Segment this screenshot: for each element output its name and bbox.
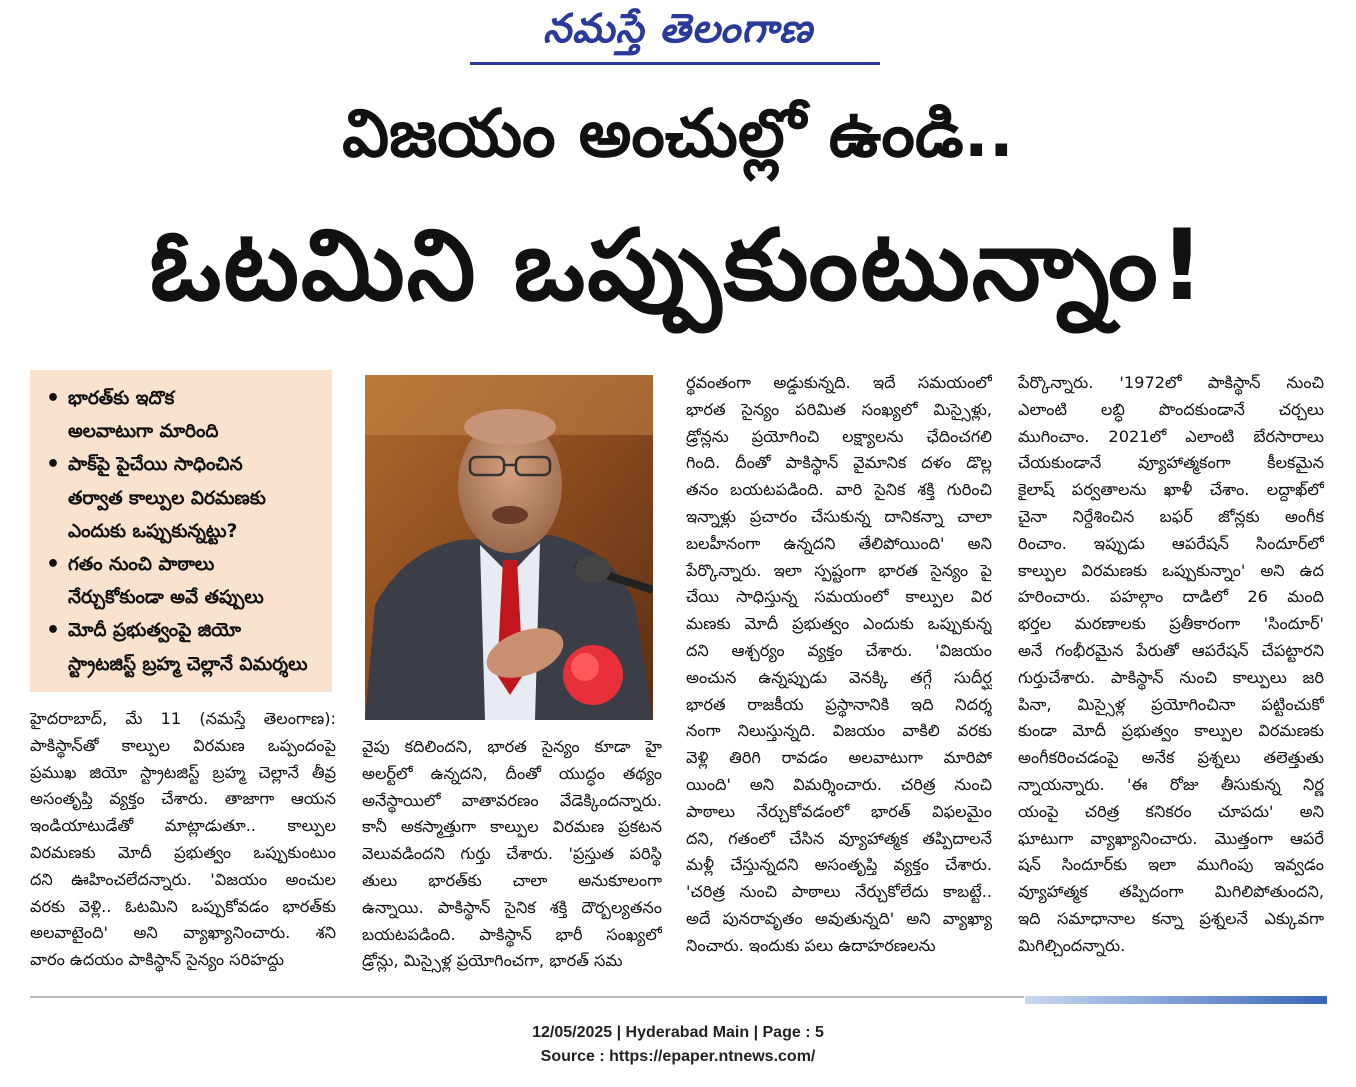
highlight-line: భారత్‌కు ఇదొక • — [68, 382, 356, 415]
article-line: మళ్లీ చేస్తున్నదని అసంతృప్తి వ్యక్తం చేశారు. — [686, 855, 992, 875]
article-line: కానీ అకస్మాత్తుగా కాల్పుల విరమణ ప్రకటన — [362, 817, 662, 837]
article-column-4 — [1018, 370, 1324, 960]
article-line: భర్తల మరణాలకు ప్రతీకారంగా 'సిందూర్' — [1018, 614, 1324, 634]
article-line: చేయకుండానే వ్యూహాత్మకంగా కీలకమైన — [1018, 453, 1324, 473]
person-photo — [365, 375, 653, 720]
page-divider — [30, 996, 1024, 998]
article-line: దని, గతంలో చేసిన వ్యూహాత్మక తప్పిదాలనే — [686, 828, 992, 848]
article-column-3 — [686, 370, 992, 960]
article-line: భారత సైన్యం పరిమిత సంఖ్యలో మిస్సైళ్లు, — [686, 399, 992, 419]
bullet-icon: • — [46, 618, 61, 644]
article-line: ర్థవంతంగా అడ్డుకున్నది. ఇదే సమయంలో — [686, 373, 992, 392]
article-line: ఇండియాటుడేతో మాట్లాడుతూ.. కాల్పుల — [30, 816, 336, 836]
article-line: వైపు కదిలిందని, భారత సైన్యం కూడా హై — [362, 737, 662, 756]
article-line: గుర్తుచేశారు. పాకిస్థాన్ నుంచి కాల్పులు జరి — [1018, 667, 1324, 687]
article-line: వ్యూహాత్మక తప్పిదంగా మిగిలిపోతుందని, — [1018, 882, 1324, 902]
article-line: న్నాయన్నారు. 'ఈ రోజు తీసుకున్న నిర్ణ — [1018, 774, 1324, 794]
article-line: అనే గంభీరమైన పేరుతో ఆపరేషన్ చేపట్టారని — [1018, 640, 1324, 660]
article-line: ముగించాం. 2021లో ఎలాంటి బేరసారాలు — [1018, 426, 1324, 446]
page-divider-accent — [1025, 996, 1327, 1004]
article-line: పినా, మిస్సైళ్ల ప్రయోగించినా పట్టించుకో — [1018, 694, 1324, 714]
article-line: కైలాష్ పర్వతాలను ఖాళీ చేశాం. లద్దాఖ్‌లో — [1018, 480, 1324, 500]
highlight-line: మోదీ ప్రభుత్వంపై జియో • — [68, 614, 356, 647]
article-line: కాల్పుల విరమణకు ఒప్పుకున్నాం' అని ఉద — [1018, 560, 1324, 580]
article-line: బలహీనంగా ఉన్నదని తేలిపోయింది' అని — [686, 533, 992, 553]
article-line: పాఠాలు నేర్చుకోవడంలో భారత్ విఫలమైం — [686, 801, 992, 821]
article-line: ఇన్నాళ్లు ప్రచారం చేసుకున్న దానికన్నా చాలా — [686, 506, 992, 526]
article-line: వెళ్లి తిరిగి రావడం అలవాటుగా మారిపో — [686, 748, 992, 768]
article-line: భారత రాజకీయ ప్రస్థానానికి ఇది నిదర్శ — [686, 694, 992, 714]
article-line: పాకిస్థాన్‌తో కాల్పుల విరమణ ఒప్పందంపై — [30, 735, 336, 755]
article-line: చైనా నిర్దేశించిన బఫర్ జోన్లకు అంగీక — [1018, 506, 1324, 526]
highlight-line: ఎందుకు ఒప్పుకున్నట్టు? — [68, 520, 238, 542]
article-line: అదే పునరావృతం అవుతున్నది' అని వ్యాఖ్యా — [686, 908, 992, 928]
bullet-icon: • — [46, 452, 61, 478]
article-column-2 — [362, 734, 662, 975]
article-line: రించాం. ఇప్పుడు ఆపరేషన్ సిందూర్‌లో — [1018, 533, 1324, 553]
article-line: అంచున ఉన్నప్పుడు వెనక్కి తగ్గే సుదీర్ఘ — [686, 667, 992, 687]
article-line: డ్రోన్లు, మిస్సైళ్ల ప్రయోగించగా, భారత్ సమ — [362, 951, 623, 971]
article-line: డ్రోన్లను ప్రయోగించి లక్ష్యాలను ఛేదించగలి — [686, 426, 992, 446]
article-line: తనం బయటపడింది. వారి సైనిక శక్తి గురించి — [686, 480, 992, 500]
highlight-line: అలవాటుగా మారింది — [68, 421, 219, 443]
article-line: అలవాటైంది' అని వ్యాఖ్యానించారు. శని — [30, 923, 336, 943]
article-line: హైదరాబాద్, మే 11 (నమస్తే తెలంగాణ): — [30, 709, 336, 728]
footer-date-line: 12/05/2025 | Hyderabad Main | Page : 5 — [532, 1024, 824, 1041]
article-line: యింది' అని విమర్శించారు. చరిత్ర నుంచి — [686, 774, 992, 794]
highlight-line: గతం నుంచి పాఠాలు • — [68, 548, 356, 581]
article-line: దని ఆశ్చర్యం వ్యక్తం చేశారు. 'విజయం — [686, 640, 992, 660]
article-line: వెలువడిందని గుర్తు చేశారు. 'ప్రస్తుత పరిస్థి — [362, 844, 662, 864]
article-line: పేర్కొన్నారు. '1972లో పాకిస్థాన్ నుంచి — [1018, 373, 1324, 392]
article-line: అలర్ట్‌లో ఉన్నదని, దీంతో యుద్ధం తథ్యం — [362, 763, 662, 783]
article-line: ప్రముఖ జియో స్ట్రాటజిస్ట్ బ్రహ్మ చెల్లానే తీవ్ర — [30, 762, 336, 782]
article-line: దని ఊహించలేదన్నారు. 'విజయం అంచుల — [30, 869, 336, 889]
masthead-logo: నమస్తే తెలంగాణ — [542, 6, 814, 52]
speaker-image — [365, 375, 653, 720]
article-column-1 — [30, 706, 336, 974]
article-line: వరకు వెళ్లి.. ఓటమిని ఒప్పుకోవడం భారత్‌కు — [30, 896, 336, 916]
article-line: గింది. దీంతో పాకిస్థాన్ వైమానిక దళం డొల్ల — [686, 453, 992, 473]
article-line: వారం ఉదయం పాకిస్థాన్ సైన్యం సరిహద్దు — [30, 950, 284, 970]
article-line: మిగిల్చిందన్నారు. — [1018, 935, 1126, 955]
article-line: షన్ సిందూర్‌కు ఇలా ముగింపు ఇవ్వడం — [1018, 855, 1324, 875]
article-line: అసంతృప్తి వ్యక్తం చేశారు. తాజాగా ఆయన — [30, 789, 336, 809]
highlight-line: స్ట్రాటజిస్ట్ బ్రహ్మ చెల్లానే విమర్శలు — [68, 653, 308, 675]
highlight-line: పాక్‌పై పైచేయి సాధించిన • — [68, 448, 356, 481]
article-line: మణకు మోదీ ప్రభుత్వం ఎందుకు ఒప్పుకున్న — [686, 614, 992, 634]
article-line: పేర్కొన్నారు. ఇలా స్పష్టంగా భారత సైన్యం పై — [686, 560, 992, 580]
article-line: అనేస్థాయిలో వాతావరణం వేడెక్కిందన్నారు. — [362, 790, 662, 810]
article-line: అంగీకరించడంపై అనేక ప్రశ్నలు తలెత్తుతు — [1018, 748, 1324, 768]
masthead-underline — [470, 62, 880, 65]
article-line: ఇది సమాధానాల కన్నా ప్రశ్నలనే ఎక్కువగా — [1018, 908, 1324, 928]
article-line: ఘాటుగా వ్యాఖ్యానించారు. మొత్తంగా ఆపరే — [1018, 828, 1324, 848]
article-line: కుండా మోదీ ప్రభుత్వం కాల్పుల విరమణకు — [1018, 721, 1324, 741]
highlight-line: నేర్చుకోకుండా అవే తప్పులు — [68, 587, 264, 609]
article-line: యంపై చరిత్ర కనికరం చూపదు' అని — [1018, 801, 1324, 821]
highlight-line: తర్వాత కాల్పుల విరమణకు — [68, 487, 266, 509]
article-line: విరమణకు మోదీ ప్రభుత్వం ఒప్పుకుంటుం — [30, 842, 336, 862]
article-line: చేయి సాధిస్తున్న సమయంలో కాల్పుల విర — [686, 587, 992, 607]
article-line: హరించారు. పహల్గాం దాడిలో 26 మంది — [1018, 587, 1324, 607]
article-line: నంగా నిలుస్తున్నది. విజయం వాకిలి వరకు — [686, 721, 992, 741]
headline-line-1: విజయం అంచుల్లో ఉండి.. — [342, 95, 1014, 172]
headline-line-2: ఓటమిని ఒప్పుకుంటున్నాం! — [149, 209, 1207, 323]
bullet-icon: • — [46, 552, 61, 577]
article-line: 'చరిత్ర నుంచి పాఠాలు నేర్చుకోలేదు కాబట్టే.. — [686, 882, 992, 902]
article-line: తులు భారత్‌కు చాలా అనుకూలంగా — [362, 870, 662, 890]
bullet-icon: • — [46, 386, 61, 411]
footer-source-line: Source : https://epaper.ntnews.com/ — [540, 1048, 816, 1065]
article-line: బయటపడింది. పాకిస్థాన్ భారీ సంఖ్యలో — [362, 924, 662, 944]
article-line: ఉన్నాయి. పాకిస్థాన్ సైనిక శక్తి దౌర్బల్యతనం — [362, 897, 662, 917]
article-line: ఎలాంటి లబ్ధి పొందకుండానే చర్చలు — [1018, 399, 1324, 419]
article-line: నించారు. ఇందుకు పలు ఉదాహరణలను — [686, 935, 936, 955]
